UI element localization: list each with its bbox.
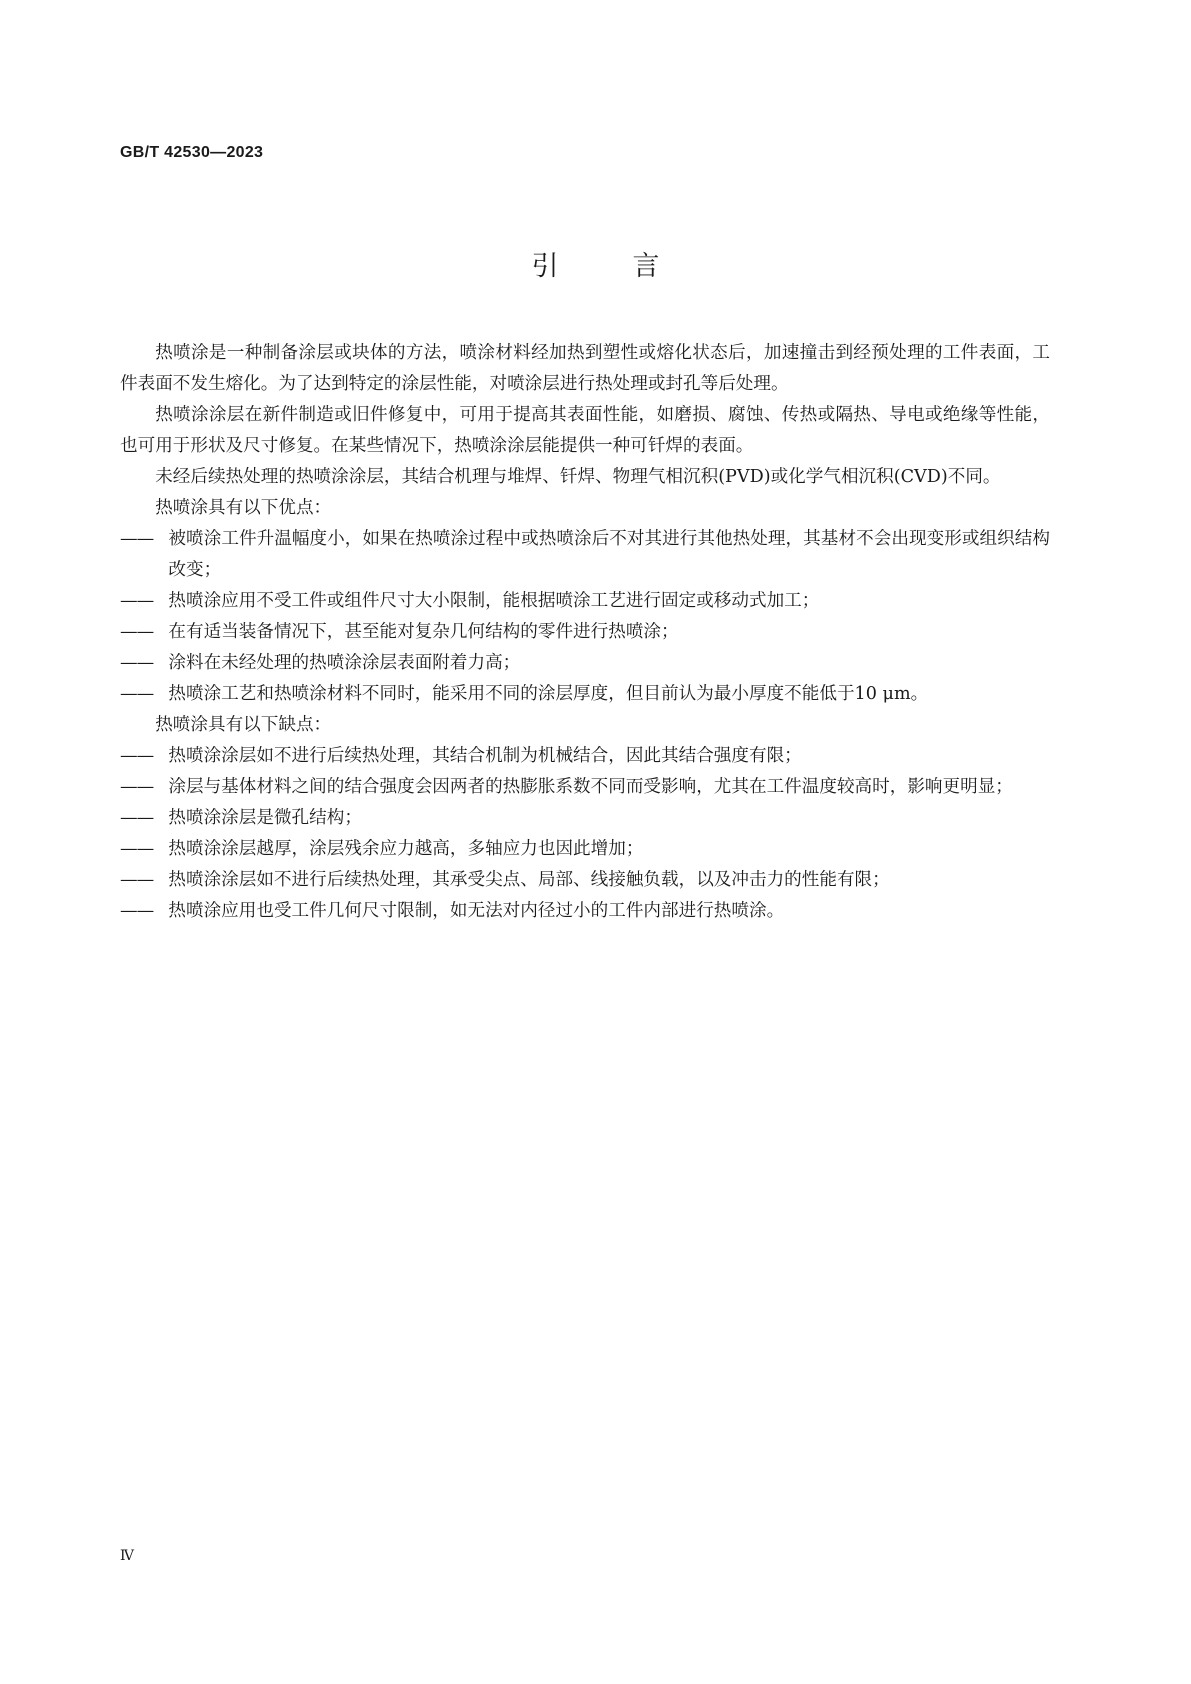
list-item: [120, 896, 1050, 927]
list-dash: ——: [120, 746, 154, 766]
paragraph-definition: 热喷涂是一种制备涂层或块体的方法，喷涂材料经加热到塑性或熔化状态后，加速撞击到经预处理的工件表面，工件表面不发生熔化。为了达到特定的涂层性能，对喷涂层进行热处理或封孔等后处理。: [120, 343, 1050, 394]
list-dash: ——: [120, 591, 154, 611]
list-dash: ——: [120, 901, 154, 921]
page-number: Ⅳ: [120, 1548, 134, 1564]
list-item: [120, 865, 1050, 896]
list-item-text: 在有适当装备情况下，甚至能对复杂几何结构的零件进行热喷涂；: [168, 622, 679, 642]
list-dash: ——: [120, 839, 154, 859]
paragraph-applications: 热喷涂涂层在新件制造或旧件修复中，可用于提高其表面性能，如磨损、腐蚀、传热或隔热、导电或绝缘等性能，也可用于形状及尺寸修复。在某些情况下，热喷涂涂层能提供一种可钎焊的表面。: [120, 405, 1050, 456]
list-dash: ——: [120, 777, 154, 797]
list-item-text: 被喷涂工件升温幅度小，如果在热喷涂过程中或热喷涂后不对其进行其他热处理，其基材不会出现变形或组织结构改变；: [168, 529, 1050, 580]
list-item-text: 涂层与基体材料之间的结合强度会因两者的热膨胀系数不同而受影响，尤其在工件温度较高时，影响更明显；: [168, 777, 1013, 797]
list-item: [120, 741, 1050, 772]
list-item-text: 热喷涂涂层越厚，涂层残余应力越高，多轴应力也因此增加；: [168, 839, 644, 859]
list-dash: ——: [120, 870, 154, 890]
document-body: [120, 338, 1050, 927]
list-item-text: 热喷涂涂层是微孔结构；: [168, 808, 362, 828]
standard-code: GB/T 42530—2023: [120, 144, 264, 161]
paragraph-bonding-mechanism: 未经后续热处理的热喷涂涂层，其结合机理与堆焊、钎焊、物理气相沉积(PVD)或化学气相沉积(CVD)不同。: [155, 467, 1001, 487]
advantages-list: [120, 524, 1050, 710]
list-item: [120, 834, 1050, 865]
list-item: [120, 679, 1050, 710]
list-dash: ——: [120, 653, 154, 673]
list-item: [120, 524, 1050, 586]
list-dash: ——: [120, 622, 154, 642]
list-dash: ——: [120, 684, 154, 704]
list-item-text: 涂料在未经处理的热喷涂涂层表面附着力高；: [168, 653, 521, 673]
list-item-text: 热喷涂应用不受工件或组件尺寸大小限制，能根据喷涂工艺进行固定或移动式加工；: [168, 591, 820, 611]
list-item: [120, 617, 1050, 648]
list-dash: ——: [120, 808, 154, 828]
list-item-text: 热喷涂工艺和热喷涂材料不同时，能采用不同的涂层厚度，但目前认为最小厚度不能低于10 μm。: [168, 684, 929, 704]
list-item: [120, 803, 1050, 834]
list-item: [120, 586, 1050, 617]
disadvantages-intro: 热喷涂具有以下缺点：: [155, 715, 332, 735]
disadvantages-list: [120, 741, 1050, 927]
section-title: 引言: [531, 251, 734, 282]
list-item-text: 热喷涂涂层如不进行后续热处理，其承受尖点、局部、线接触负载，以及冲击力的性能有限；: [168, 870, 890, 890]
list-dash: ——: [120, 529, 154, 549]
list-item: [120, 648, 1050, 679]
list-item: [120, 772, 1050, 803]
list-item-text: 热喷涂应用也受工件几何尺寸限制，如无法对内径过小的工件内部进行热喷涂。: [168, 901, 785, 921]
advantages-intro: 热喷涂具有以下优点：: [155, 498, 332, 518]
list-item-text: 热喷涂涂层如不进行后续热处理，其结合机制为机械结合，因此其结合强度有限；: [168, 746, 802, 766]
